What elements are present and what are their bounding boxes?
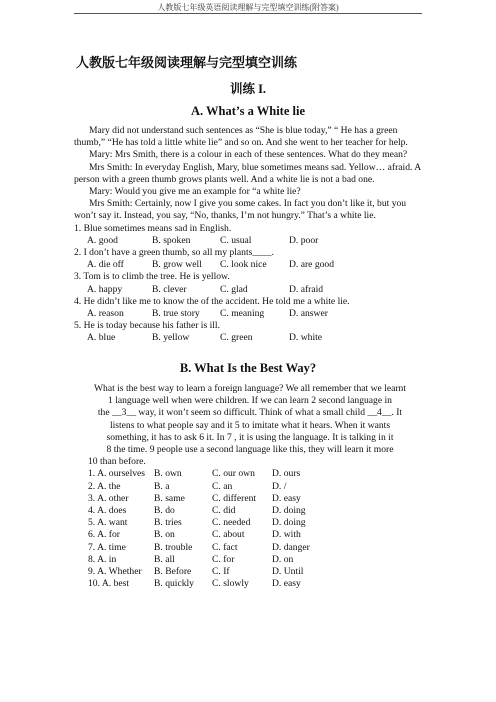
header-rule (74, 13, 422, 14)
option: D. with (272, 529, 301, 541)
passage-paragraph: Mary: Would you give me an example for “a white lie? (89, 186, 301, 198)
option: D. answer (289, 308, 328, 320)
option: B. own (154, 468, 182, 480)
option: C. needed (212, 517, 251, 529)
option: B. a (154, 480, 170, 492)
passage-paragraph: Mrs Smith: Certainly, now I give you some cakes. In fact you don’t like it, but you won’t say it. Instead, you say, “No, thanks, I’m not hungry.” That’s a white lie. (74, 198, 407, 222)
question-options (74, 284, 424, 296)
cloze-options-row (88, 554, 424, 566)
option: D. afraid (289, 283, 324, 295)
passage-paragraph: Mrs Smith: In everyday English, Mary, blue sometimes means sad. Yellow… afraid. A person with a green thumb grows plants well. And a white lie is not a bad one. (74, 161, 421, 185)
option: B. spoken (152, 234, 191, 246)
passage-line: something, it has to ask 6 it. In 7 , it is using the language. It is talking in it (106, 431, 394, 443)
option: B. trouble (154, 541, 193, 553)
section-a-heading: A. What’s a White lie (190, 104, 305, 118)
document-title: 人教版七年级阅读理解与完型填空训练 (76, 55, 298, 70)
cloze-options-row (88, 468, 424, 480)
option: A. die off (87, 259, 124, 271)
option: D. danger (272, 541, 310, 553)
option: C. meaning (220, 308, 265, 320)
section-b-heading: B. What Is the Best Way? (179, 361, 317, 375)
option: D. easy (272, 578, 301, 590)
section-a-body (74, 125, 424, 345)
option: B. on (154, 529, 175, 541)
option: C. look nice (220, 259, 267, 271)
option: 4. A. does (88, 505, 127, 517)
option: B. same (154, 492, 185, 504)
option: D. poor (289, 234, 319, 246)
option: B. clever (152, 283, 187, 295)
cloze-options-row (88, 481, 424, 493)
option: D. / (272, 480, 287, 492)
option: C. glad (220, 283, 248, 295)
passage-paragraph: Mary: Mrs Smith, there is a colour in each of these sentences. What do they mean? (89, 149, 408, 161)
question: 1. Blue sometimes means sad in English. (74, 222, 232, 234)
passage-line: What is the best way to learn a foreign language? We all remember that we learnt (93, 383, 407, 394)
option: A. reason (87, 308, 124, 320)
option: A. blue (87, 332, 116, 344)
option: C. usual (220, 234, 252, 246)
option: 7. A. time (88, 541, 126, 553)
cloze-options-row (88, 542, 424, 554)
option: A. happy (87, 283, 123, 295)
question: 2. I don’t have a green thumb, so all my plants____. (74, 247, 274, 259)
passage-line: 1 language well when were children. If we can learn 2 second language in (108, 395, 392, 407)
passage-line: listens to what people say and it 5 to imitate what it hears. When it wants (109, 419, 391, 431)
running-header: 人教版七年级英语阅读理解与完型填空训练(附答案) (157, 3, 339, 12)
option: B. all (154, 553, 175, 565)
cloze-options-row (88, 505, 424, 517)
option: C. green (220, 332, 253, 344)
cloze-options-row (88, 566, 424, 578)
option: B. quickly (154, 578, 194, 590)
question-options (74, 332, 424, 344)
option: C. different (212, 492, 257, 504)
option: D. easy (272, 492, 301, 504)
question-options (74, 308, 424, 320)
question-options (74, 259, 424, 271)
option: C. fact (212, 541, 238, 553)
passage-line: the __3__ way, it won’t seem so difficult. Think of what a small child __4__. It (97, 407, 403, 419)
option: C. for (212, 553, 235, 565)
question: 5. He is today because his father is ill. (74, 320, 221, 332)
option: B. yellow (152, 332, 190, 344)
passage-line: 8 the time. 9 people use a second language like this, they will learn it more (106, 444, 394, 456)
option: 9. A. Whether (88, 566, 142, 578)
option: D. doing (272, 517, 306, 529)
passage-paragraph: Mary did not understand such sentences as “She is blue today,” “ He has a green thumb,” “He has told a little white lie” and so on. And she went to her teacher for help. (74, 125, 408, 149)
option: 10. A. best (88, 578, 130, 590)
option: 1. A. ourselves (88, 468, 146, 480)
option: B. Before (154, 566, 192, 578)
question: 4. He didn’t like me to know the of the accident. He told me a white lie. (74, 295, 350, 307)
option: D. are good (289, 259, 335, 271)
option: 2. A. the (88, 480, 121, 492)
option: 6. A. for (88, 529, 120, 541)
option: B. tries (154, 517, 182, 529)
passage-line: 10 than before. (88, 456, 146, 468)
option: D. doing (272, 505, 306, 517)
option: C. If (212, 566, 230, 578)
cloze-options-row (88, 517, 424, 529)
option: D. ours (272, 468, 301, 480)
option: B. grow well (152, 259, 202, 271)
option: D. Until (272, 566, 304, 578)
option: C. our own (212, 468, 255, 480)
option: A. good (87, 234, 118, 246)
option: B. do (154, 505, 175, 517)
option: 8. A. in (88, 553, 117, 565)
cloze-options-row (88, 578, 424, 590)
option: B. true story (152, 308, 200, 320)
exercise-subtitle: 训练 I. (229, 82, 267, 96)
section-b-body (76, 383, 424, 590)
option: C. did (212, 505, 236, 517)
question: 3. Tom is to climb the tree. He is yellow. (74, 271, 230, 283)
option: C. about (212, 529, 245, 541)
option: D. white (289, 332, 323, 344)
option: C. slowly (212, 578, 249, 590)
option: 5. A. want (88, 517, 128, 529)
option: 3. A. other (88, 492, 129, 504)
cloze-options-row (88, 493, 424, 505)
option: D. on (272, 553, 294, 565)
question-options (74, 235, 424, 247)
cloze-options-row (88, 529, 424, 541)
option: C. an (212, 480, 233, 492)
